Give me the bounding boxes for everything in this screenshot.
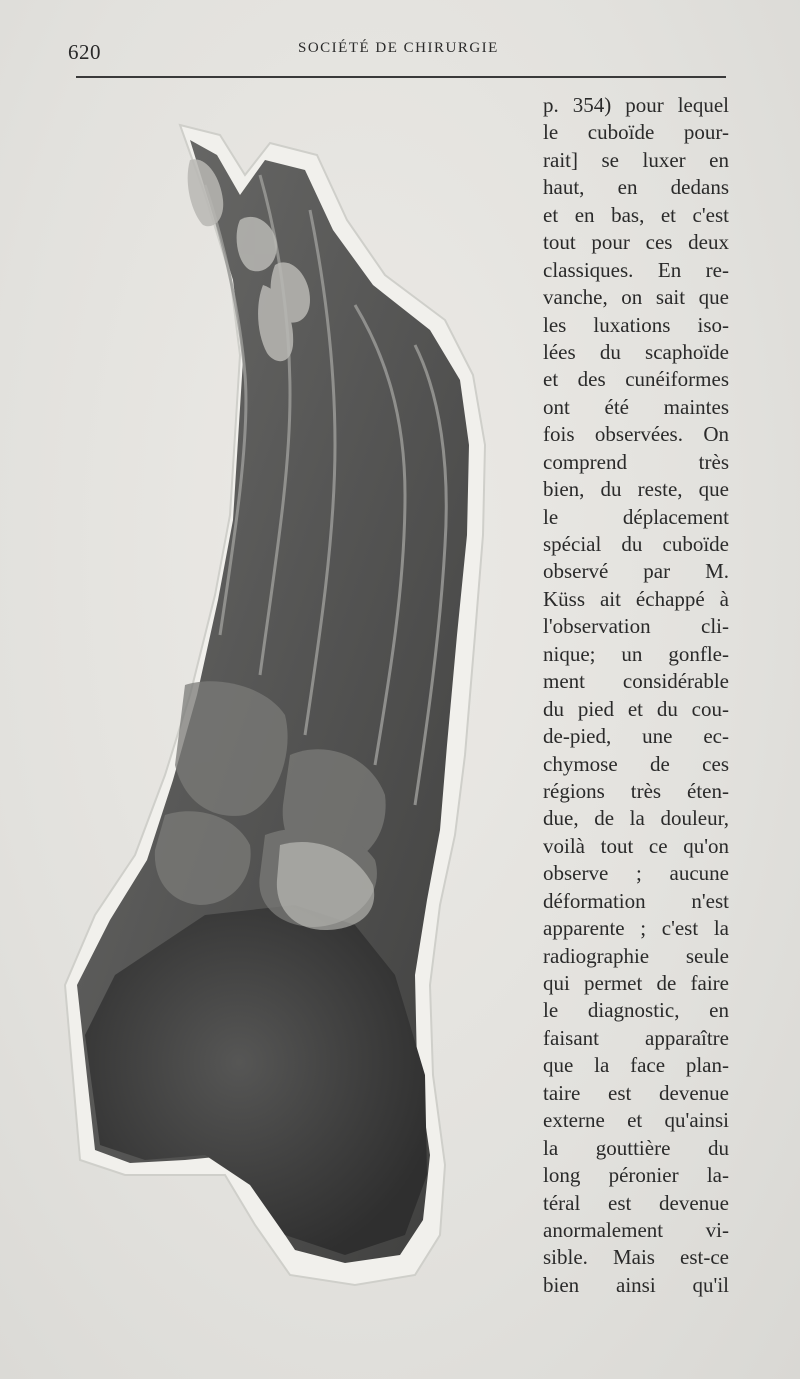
text-line: anormalement vi- bbox=[543, 1217, 729, 1242]
text-line: lées du scaphoïde bbox=[543, 339, 729, 364]
text-line: régions très éten- bbox=[543, 778, 729, 803]
running-head: SOCIÉTÉ DE CHIRURGIE bbox=[298, 40, 499, 56]
text-line: spécial du cuboïde bbox=[543, 532, 729, 556]
text-line: téral est devenue bbox=[543, 1190, 729, 1215]
text-line: sible. Mais est-ce bbox=[543, 1245, 729, 1270]
text-line: fois observées. On bbox=[543, 422, 729, 447]
text-line: l'observation cli- bbox=[543, 614, 729, 639]
text-line: faisant apparaître bbox=[543, 1025, 729, 1050]
text-line: ment considérable bbox=[543, 669, 729, 694]
text-line: observé par M. bbox=[543, 559, 729, 584]
text-line: Küss ait échappé à bbox=[543, 586, 729, 611]
text-line: déformation n'est bbox=[543, 888, 729, 913]
header-rule bbox=[76, 76, 726, 78]
text-line: due, de la douleur, bbox=[543, 806, 729, 831]
text-line: long péronier la- bbox=[543, 1163, 729, 1188]
page-number: 620 bbox=[68, 40, 101, 64]
text-line: comprend très bbox=[543, 449, 729, 474]
text-line: que la face plan- bbox=[543, 1053, 729, 1078]
text-line: et des cunéiformes bbox=[543, 367, 729, 392]
text-line: externe et qu'ainsi bbox=[543, 1108, 729, 1133]
text-line: tout pour ces deux bbox=[543, 230, 729, 255]
foot-radiograph-figure bbox=[55, 115, 505, 1295]
foot-radiograph-image bbox=[55, 115, 505, 1295]
text-line: voilà tout ce qu'on bbox=[543, 833, 729, 858]
text-line: bien, du reste, que bbox=[543, 477, 729, 502]
text-line: de-pied, une ec- bbox=[543, 724, 729, 749]
text-line: apparente ; c'est la bbox=[543, 916, 729, 941]
text-line: ont été maintes bbox=[543, 394, 729, 419]
text-line: et en bas, et c'est bbox=[543, 202, 729, 227]
text-line: la gouttière du bbox=[543, 1135, 729, 1160]
text-line: chymose de ces bbox=[543, 751, 729, 776]
text-line: du pied et du cou- bbox=[543, 696, 729, 721]
body-text-column bbox=[543, 92, 729, 1299]
text-line: haut, en dedans bbox=[543, 175, 729, 200]
text-line: nique; un gonfle- bbox=[543, 641, 729, 666]
text-line: le déplacement bbox=[543, 504, 729, 529]
text-line: les luxations iso- bbox=[543, 312, 729, 337]
text-line: observe ; aucune bbox=[543, 861, 729, 886]
page-header bbox=[0, 38, 800, 68]
text-line: radiographie seule bbox=[543, 943, 729, 968]
text-line: vanche, on sait que bbox=[543, 285, 729, 310]
text-line: taire est devenue bbox=[543, 1080, 729, 1105]
text-line: p. 354) pour lequel bbox=[543, 93, 729, 117]
text-line: le cuboïde pour- bbox=[543, 120, 729, 145]
text-line: rait] se luxer en bbox=[543, 147, 729, 172]
text-line: bien ainsi qu'il bbox=[543, 1272, 729, 1297]
text-line: le diagnostic, en bbox=[543, 998, 729, 1023]
text-line: classiques. En re- bbox=[543, 257, 729, 282]
text-line: qui permet de faire bbox=[543, 971, 729, 995]
